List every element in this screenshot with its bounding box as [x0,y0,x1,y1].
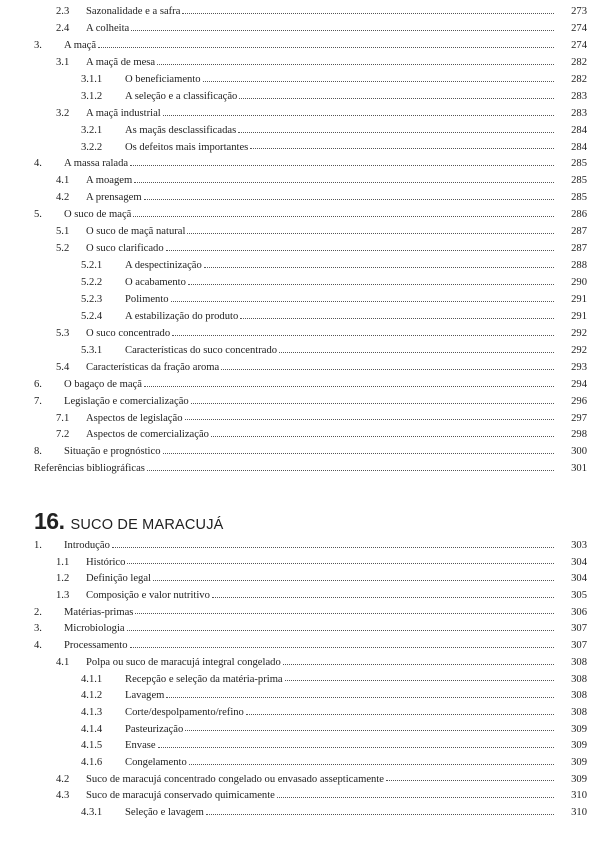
dot-leader [127,563,554,564]
toc-entry-line [81,258,587,275]
toc-entry-line [34,538,587,555]
dot-leader [153,580,554,581]
toc-entry-title: A maçã industrial [86,107,161,119]
toc-entry-number: 4.3 [56,790,70,802]
toc-entry-title: Matérias-primas [64,606,134,618]
toc-entry-page: 307 [571,640,587,652]
toc-entry-line [56,588,587,605]
toc-entry[interactable] [34,805,587,822]
toc-entry-line [56,427,587,444]
toc-entry[interactable] [34,705,587,722]
toc-entry-title: Microbiologia [64,623,125,635]
dot-leader [130,647,554,648]
toc-entry[interactable] [34,106,587,123]
toc-entry[interactable] [34,343,587,360]
toc-entry-line [34,377,587,394]
toc-entry-number: 1.2 [56,573,70,585]
toc-entry-page: 305 [571,590,587,602]
toc-entry-page: 291 [571,310,587,322]
toc-entry-page: 308 [571,690,587,702]
dot-leader [211,436,554,437]
toc-entry-number: 5.2.1 [81,260,103,272]
dot-leader [130,165,554,166]
toc-entry-title: O beneficiamento [125,73,201,85]
toc-entry[interactable] [34,258,587,275]
toc-entry-page: 309 [571,723,587,735]
toc-entry-page: 298 [571,429,587,441]
toc-entry-title: A estabilização do produto [125,310,239,322]
toc-entry-line [34,605,587,622]
toc-entry-number: 4.1.4 [81,723,103,735]
dot-leader [134,182,554,183]
chapter-title: SUCO DE MARACUJÁ [70,517,224,533]
toc-entry[interactable] [34,275,587,292]
toc-entry-title: Pasteurização [125,723,184,735]
toc-entry-page: 274 [571,22,587,34]
toc-entry[interactable] [34,72,587,89]
toc-entry-title: O acabamento [125,277,186,288]
toc-entry[interactable] [34,190,587,207]
dot-leader [386,780,554,781]
toc-entry-title: Seleção e lavagem [125,807,204,818]
toc-entry-number: 4.2 [56,773,70,785]
toc-entry-page: 290 [571,277,587,288]
toc-entry-number: 7.1 [56,412,70,424]
toc-entry-line [81,672,587,689]
toc-entry[interactable] [34,89,587,106]
toc-entry-title: A prensagem [86,192,142,204]
dot-leader [246,714,554,715]
toc-entry-page: 310 [571,790,587,802]
toc-entry-title: O bagaço de maçã [64,378,142,390]
toc-entry-page: 291 [571,293,587,305]
toc-entry-page: 304 [571,556,587,568]
toc-entry-page: 288 [571,260,587,272]
toc-entry[interactable] [34,605,587,622]
toc-entry-page: 300 [571,446,587,458]
toc-entry-number: 3.2 [56,107,70,119]
toc-entry-line [56,411,587,428]
toc-entry-title: Situação e prognóstico [64,446,161,458]
toc-entry[interactable] [34,156,587,173]
toc-entry[interactable] [34,123,587,140]
toc-entry-title: Aspectos de comercialização [86,429,209,441]
toc-entry-line [81,89,587,106]
toc-entry[interactable] [34,444,587,461]
toc-entry-line [56,224,587,241]
toc-entry[interactable] [34,55,587,72]
toc-entry-line [81,738,587,755]
toc-entry-number: 4. [34,640,42,652]
toc-entry-page: 310 [571,807,587,818]
toc-entry[interactable] [34,4,587,21]
toc-entry[interactable] [34,672,587,689]
dot-leader [158,747,554,748]
toc-entry[interactable] [34,722,587,739]
toc-entry[interactable] [34,326,587,343]
toc-entry-page: 282 [571,73,587,85]
toc-entry[interactable] [34,21,587,38]
dot-leader [221,369,554,370]
toc-entry-number: 4.1.1 [81,673,103,685]
toc-entry-page: 306 [571,606,587,618]
toc-entry-number: 7. [34,395,42,407]
toc-entry-title: Aspectos de legislação [86,412,183,424]
toc-entry-number: 3.2.2 [81,141,103,153]
toc-entry[interactable] [34,588,587,605]
toc-entry-page: 301 [571,463,587,475]
toc-entry-title: Características da fração aroma [86,361,220,373]
dot-leader [163,453,555,454]
toc-entry-line [81,705,587,722]
dot-leader [112,547,554,548]
toc-entry-number: 2. [34,606,42,618]
toc-entry[interactable] [34,571,587,588]
toc-entry[interactable] [34,241,587,258]
toc-entry[interactable] [34,427,587,444]
toc-entry-number: 4.1 [56,656,70,668]
toc-entry[interactable] [34,411,587,428]
toc-entry-page: 287 [571,226,587,238]
toc-entry-title: Referências bibliográficas [34,463,145,475]
dot-leader [185,419,555,420]
toc-entry[interactable] [34,377,587,394]
toc-entry[interactable] [34,173,587,190]
toc-entry-number: 2.4 [56,22,70,34]
toc-entry-title: As maçãs desclassificadas [125,124,237,136]
toc-entry-number: 4.1.5 [81,740,103,752]
toc-entry-page: 292 [571,344,587,356]
toc-entry-title: Suco de maracujá concentrado congelado ou envasado assepticamente [86,773,384,785]
toc-entry-page: 308 [571,706,587,718]
toc-entry-number: 4.1.3 [81,706,103,718]
toc-entry[interactable] [34,207,587,224]
dot-leader [204,267,554,268]
toc-entry-page: 282 [571,56,587,68]
toc-list-previous-chapter [34,4,587,478]
toc-entry-line [81,722,587,739]
toc-entry-title: Legislação e comercialização [64,395,189,407]
toc-entry-number: 4. [34,158,42,170]
dot-leader [279,352,554,353]
toc-entry[interactable] [34,292,587,309]
toc-entry-title: A seleção e a classificação [125,90,238,102]
toc-entry-title: Definição legal [86,573,152,585]
toc-entry-number: 4.1.2 [81,690,103,702]
toc-entry-title: Corte/despolpamento/refino [125,706,244,718]
chapter-number: 16. [34,508,65,534]
dot-leader [283,664,554,665]
toc-entry-line [56,173,587,190]
toc-entry-page: 285 [571,158,587,170]
toc-entry-title: Suco de maracujá conservado quimicamente [86,790,275,802]
toc-entry-number: 3.2.1 [81,124,103,136]
dot-leader [163,115,554,116]
toc-entry-line [56,360,587,377]
toc-entry-number: 2.3 [56,6,70,17]
toc-entry-line [34,461,587,478]
dot-leader [285,680,554,681]
toc-entry-number: 1.1 [56,556,70,568]
toc-entry[interactable] [34,360,587,377]
toc-entry-line [81,343,587,360]
toc-entry-title: O suco de maçã [64,209,132,221]
toc-entry[interactable] [34,655,587,672]
toc-entry[interactable] [34,755,587,772]
toc-entry-line [81,140,587,157]
dot-leader [187,233,554,234]
toc-entry-number: 8. [34,446,42,458]
dot-leader [98,47,554,48]
toc-entry-number: 3.1.1 [81,73,103,85]
dot-leader [239,98,554,99]
toc-entry-number: 5. [34,209,42,221]
toc-entry-number: 7.2 [56,429,70,441]
toc-entry[interactable] [34,555,587,572]
toc-list-chapter-16 [34,538,587,822]
toc-entry-page: 308 [571,673,587,685]
dot-leader [144,386,554,387]
toc-entry-number: 6. [34,378,42,390]
toc-entry-line [56,55,587,72]
dot-leader [171,301,554,302]
toc-entry-line [81,123,587,140]
dot-leader [166,250,554,251]
dot-leader [203,81,554,82]
toc-entry[interactable] [34,394,587,411]
toc-entry-line [81,72,587,89]
toc-entry-title: Processamento [64,640,128,652]
toc-entry-title: Características do suco concentrado [125,344,278,356]
toc-entry-number: 3.1.2 [81,90,103,102]
toc-entry-number: 5.2.3 [81,293,103,305]
toc-entry-page: 283 [571,107,587,119]
toc-entry-title: Congelamento [125,756,187,768]
toc-entry-page: 284 [571,124,587,136]
toc-entry-line [81,309,587,326]
toc-entry[interactable] [34,38,587,55]
toc-entry-title: O suco clarificado [86,243,164,255]
toc-entry-page: 283 [571,90,587,102]
dot-leader [238,132,554,133]
toc-entry-title: Composição e valor nutritivo [86,590,210,602]
toc-entry-number: 1. [34,540,42,551]
dot-leader [127,630,554,631]
toc-entry-title: A massa ralada [64,158,129,170]
dot-leader [147,470,554,471]
toc-entry-page: 296 [571,395,587,407]
toc-entry-line [34,621,587,638]
toc-entry-line [56,788,587,805]
toc-entry-line [81,805,587,822]
toc-entry-title: Introdução [64,540,110,551]
toc-entry-title: Lavagem [125,690,165,702]
toc-entry-line [56,326,587,343]
toc-entry-line [34,638,587,655]
toc-entry-page: 304 [571,573,587,585]
toc-entry-page: 273 [571,6,587,17]
dot-leader [189,764,554,765]
toc-entry-title: O suco de maçã natural [86,226,186,238]
toc-entry[interactable] [34,224,587,241]
toc-entry-page: 285 [571,175,587,187]
toc-entry-line [56,4,587,21]
dot-leader [240,318,554,319]
toc-entry-page: 292 [571,327,587,339]
toc-entry[interactable] [34,688,587,705]
toc-entry-number: 5.2 [56,243,70,255]
toc-entry-number: 5.2.4 [81,310,103,322]
toc-entry-line [34,444,587,461]
toc-entry-line [81,755,587,772]
toc-entry-line [34,156,587,173]
toc-entry-number: 4.2 [56,192,70,204]
toc-entry-line [56,555,587,572]
toc-entry-line [56,106,587,123]
toc-entry-line [56,190,587,207]
toc-entry-line [81,275,587,292]
toc-entry-number: 4.1 [56,175,70,187]
toc-entry[interactable] [34,461,587,478]
toc-entry[interactable] [34,621,587,638]
toc-entry-line [34,38,587,55]
toc-entry-page: 309 [571,773,587,785]
toc-entry-title: O suco concentrado [86,327,171,339]
toc-entry-title: Polimento [125,293,169,305]
dot-leader [212,597,554,598]
chapter-heading [34,508,224,534]
toc-entry-page: 287 [571,243,587,255]
toc-entry-line [56,571,587,588]
dot-leader [133,216,554,217]
toc-entry-title: A moagem [86,175,133,187]
toc-entry-line [34,394,587,411]
toc-entry-number: 5.2.2 [81,277,103,288]
dot-leader [166,697,554,698]
toc-entry-page: 303 [571,540,587,551]
toc-entry-title: Envase [125,740,156,752]
toc-entry-page: 309 [571,740,587,752]
toc-entry-page: 309 [571,756,587,768]
toc-entry[interactable] [34,772,587,789]
toc-entry-number: 5.1 [56,226,70,238]
toc-entry-line [56,21,587,38]
toc-entry-title: Sazonalidade e a safra [86,6,181,17]
toc-entry-page: 307 [571,623,587,635]
toc-entry-page: 284 [571,141,587,153]
toc-entry-page: 308 [571,656,587,668]
toc-entry-title: Histórico [86,556,126,568]
toc-entry-line [34,207,587,224]
toc-entry-number: 1.3 [56,590,70,602]
toc-entry-title: Polpa ou suco de maracujá integral congelado [86,656,281,668]
dot-leader [157,64,554,65]
toc-entry-line [81,292,587,309]
toc-entry-page: 274 [571,39,587,51]
dot-leader [250,148,554,149]
toc-entry-title: Os defeitos mais importantes [125,141,249,153]
toc-entry[interactable] [34,538,587,555]
dot-leader [135,613,554,614]
dot-leader [144,199,554,200]
toc-entry-line [56,655,587,672]
toc-entry-title: Recepção e seleção da matéria-prima [125,673,283,685]
toc-entry[interactable] [34,788,587,805]
toc-entry-page: 297 [571,412,587,424]
toc-entry-title: A maçã de mesa [86,56,156,68]
toc-entry[interactable] [34,638,587,655]
dot-leader [172,335,554,336]
toc-entry-title: A colheita [86,22,130,34]
toc-entry-number: 3.1 [56,56,70,68]
toc-entry[interactable] [34,309,587,326]
toc-entry[interactable] [34,738,587,755]
dot-leader [185,730,554,731]
dot-leader [131,30,554,31]
dot-leader [191,403,554,404]
toc-entry-title: A maçã [64,39,97,51]
toc-entry-number: 4.1.6 [81,756,103,768]
toc-entry-page: 293 [571,361,587,373]
toc-entry-title: A despectinização [125,260,202,272]
toc-entry-number: 3. [34,623,42,635]
dot-leader [188,284,554,285]
toc-entry[interactable] [34,140,587,157]
toc-entry-page: 286 [571,209,587,221]
toc-entry-number: 4.3.1 [81,807,103,818]
dot-leader [182,13,554,14]
toc-entry-number: 5.4 [56,361,70,373]
dot-leader [206,814,554,815]
toc-entry-page: 294 [571,378,587,390]
toc-entry-line [56,772,587,789]
toc-entry-line [56,241,587,258]
toc-entry-number: 5.3.1 [81,344,103,356]
dot-leader [277,797,554,798]
toc-entry-page: 285 [571,192,587,204]
toc-entry-number: 5.3 [56,327,70,339]
toc-entry-number: 3. [34,39,42,51]
toc-entry-line [81,688,587,705]
